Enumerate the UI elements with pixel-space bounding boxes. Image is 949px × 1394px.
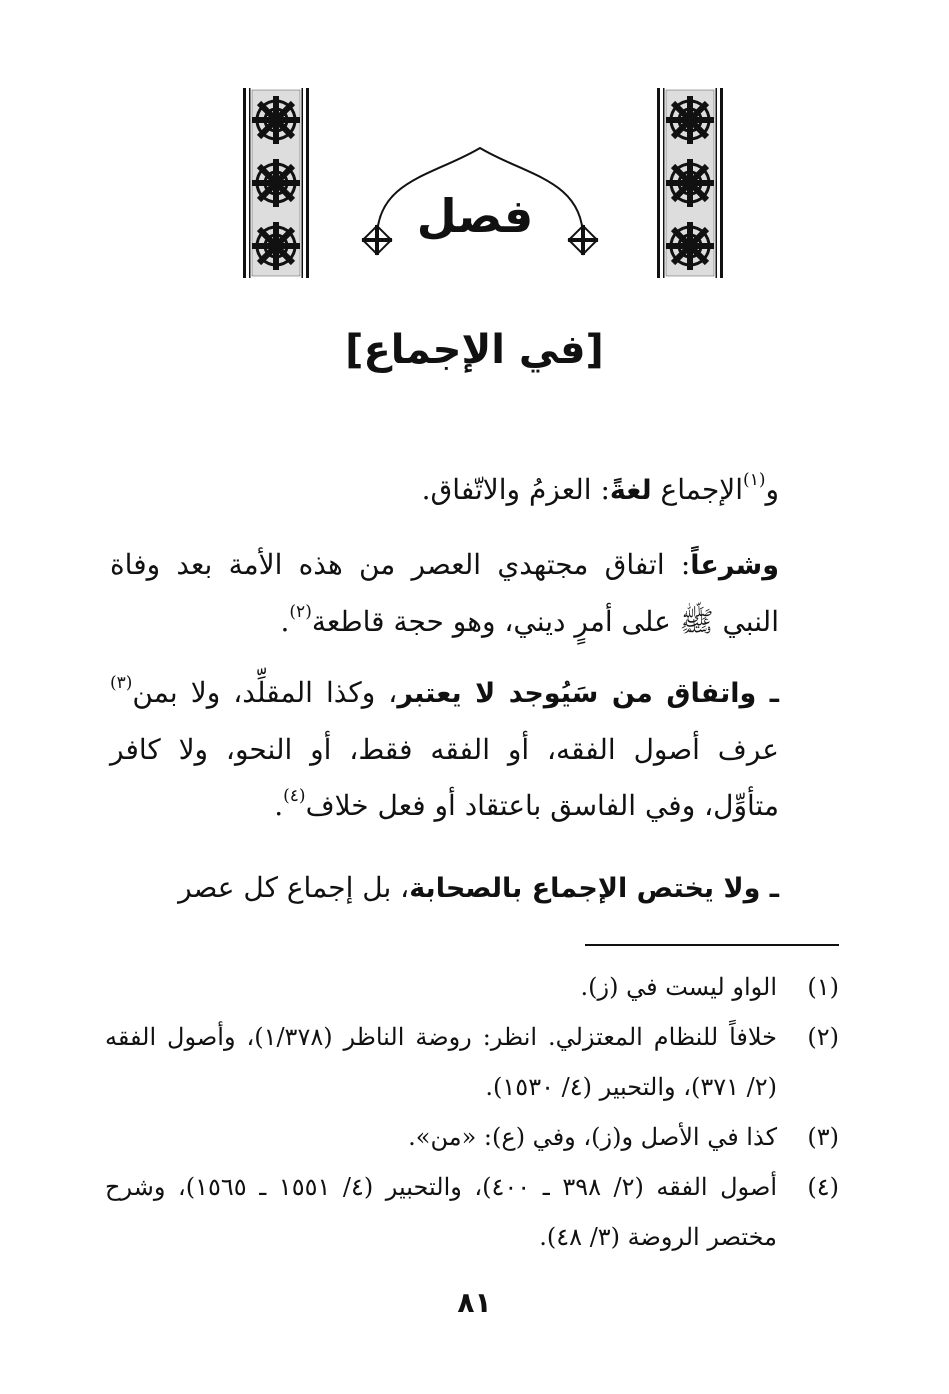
footnote-number: (٤) — [807, 1173, 839, 1201]
footnote-ref: (٢) — [289, 602, 312, 622]
footnote-ref: (١) — [743, 470, 766, 490]
footnote-item — [105, 1162, 839, 1262]
bold-term: لغةً — [609, 475, 652, 506]
bold-term: وشرعاً — [690, 550, 779, 581]
bold-term: ـ واتفاق من سَيُوجد لا يعتبر — [397, 678, 779, 709]
footnote-number: (٣) — [807, 1123, 839, 1151]
footnote-item — [105, 1012, 839, 1112]
footnote-text: أصول الفقه (٢/ ٣٩٨ ـ ٤٠٠)، والتحبير (٤/ ١٥٥١ ـ ١٥٦٥)، وشرح مختصر الروضة (٣/ ٤٨). — [105, 1173, 777, 1251]
rosette-icon — [666, 96, 714, 270]
footnote-separator — [585, 944, 839, 946]
footnotes — [105, 962, 839, 1262]
footnote-number: (٢) — [807, 1023, 839, 1051]
paragraph-text: : اتفاق مجتهدي العصر من هذه الأمة بعد وفاة النبي ﷺ على أمرٍ ديني، وهو حجة قاطعة — [110, 548, 779, 638]
footnote-text: الواو ليست في (ز). — [580, 973, 777, 1001]
paragraph-text: الإجماع — [651, 473, 744, 506]
page-number: ٨١ — [457, 1286, 492, 1319]
paragraph-text: ، وكذا المقلِّد، ولا بمن — [132, 676, 398, 709]
paragraph-text: و — [765, 473, 779, 506]
paragraph-4 — [110, 860, 839, 917]
diamond-ornament-icon — [568, 225, 598, 255]
rosette-icon — [252, 96, 300, 270]
paragraph-text: . — [274, 789, 284, 822]
paragraph-text: : العزمُ والاتّفاق. — [421, 473, 610, 506]
footnote-text: كذا في الأصل و(ز)، وفي (ع): «من». — [408, 1123, 777, 1151]
section-title: [في الإجماع] — [345, 327, 604, 373]
paragraph-text: . — [280, 605, 290, 638]
chapter-title: فصل — [416, 189, 534, 243]
footnote-number: (١) — [807, 973, 839, 1001]
paragraph-3 — [110, 665, 839, 834]
footnote-ref: (٣) — [110, 673, 133, 693]
ornament-panel-left — [243, 88, 309, 278]
footnote-ref: (٤) — [283, 786, 306, 806]
paragraph-1 — [110, 462, 839, 519]
paragraph-text: عرف أصول الفقه، أو الفقه فقط، أو النحو، ولا كافر متأوِّل، وفي الفاسق باعتقاد أو فعل خلاف — [110, 733, 779, 822]
bold-term: ـ ولا يختص الإجماع بالصحابة — [409, 873, 779, 904]
footnote-text: خلافاً للنظام المعتزلي. انظر: روضة الناظر (١/٣٧٨)، وأصول الفقه (٢/ ٣٧١)، والتحبير (٤/ ١٥٣٠). — [105, 1023, 778, 1101]
footnote-item — [105, 1112, 839, 1162]
paragraph-text: ، بل إجماع كل عصر — [178, 871, 410, 904]
ornament-panel-right — [657, 88, 723, 278]
footnote-item — [105, 962, 839, 1012]
paragraph-2 — [110, 537, 839, 650]
